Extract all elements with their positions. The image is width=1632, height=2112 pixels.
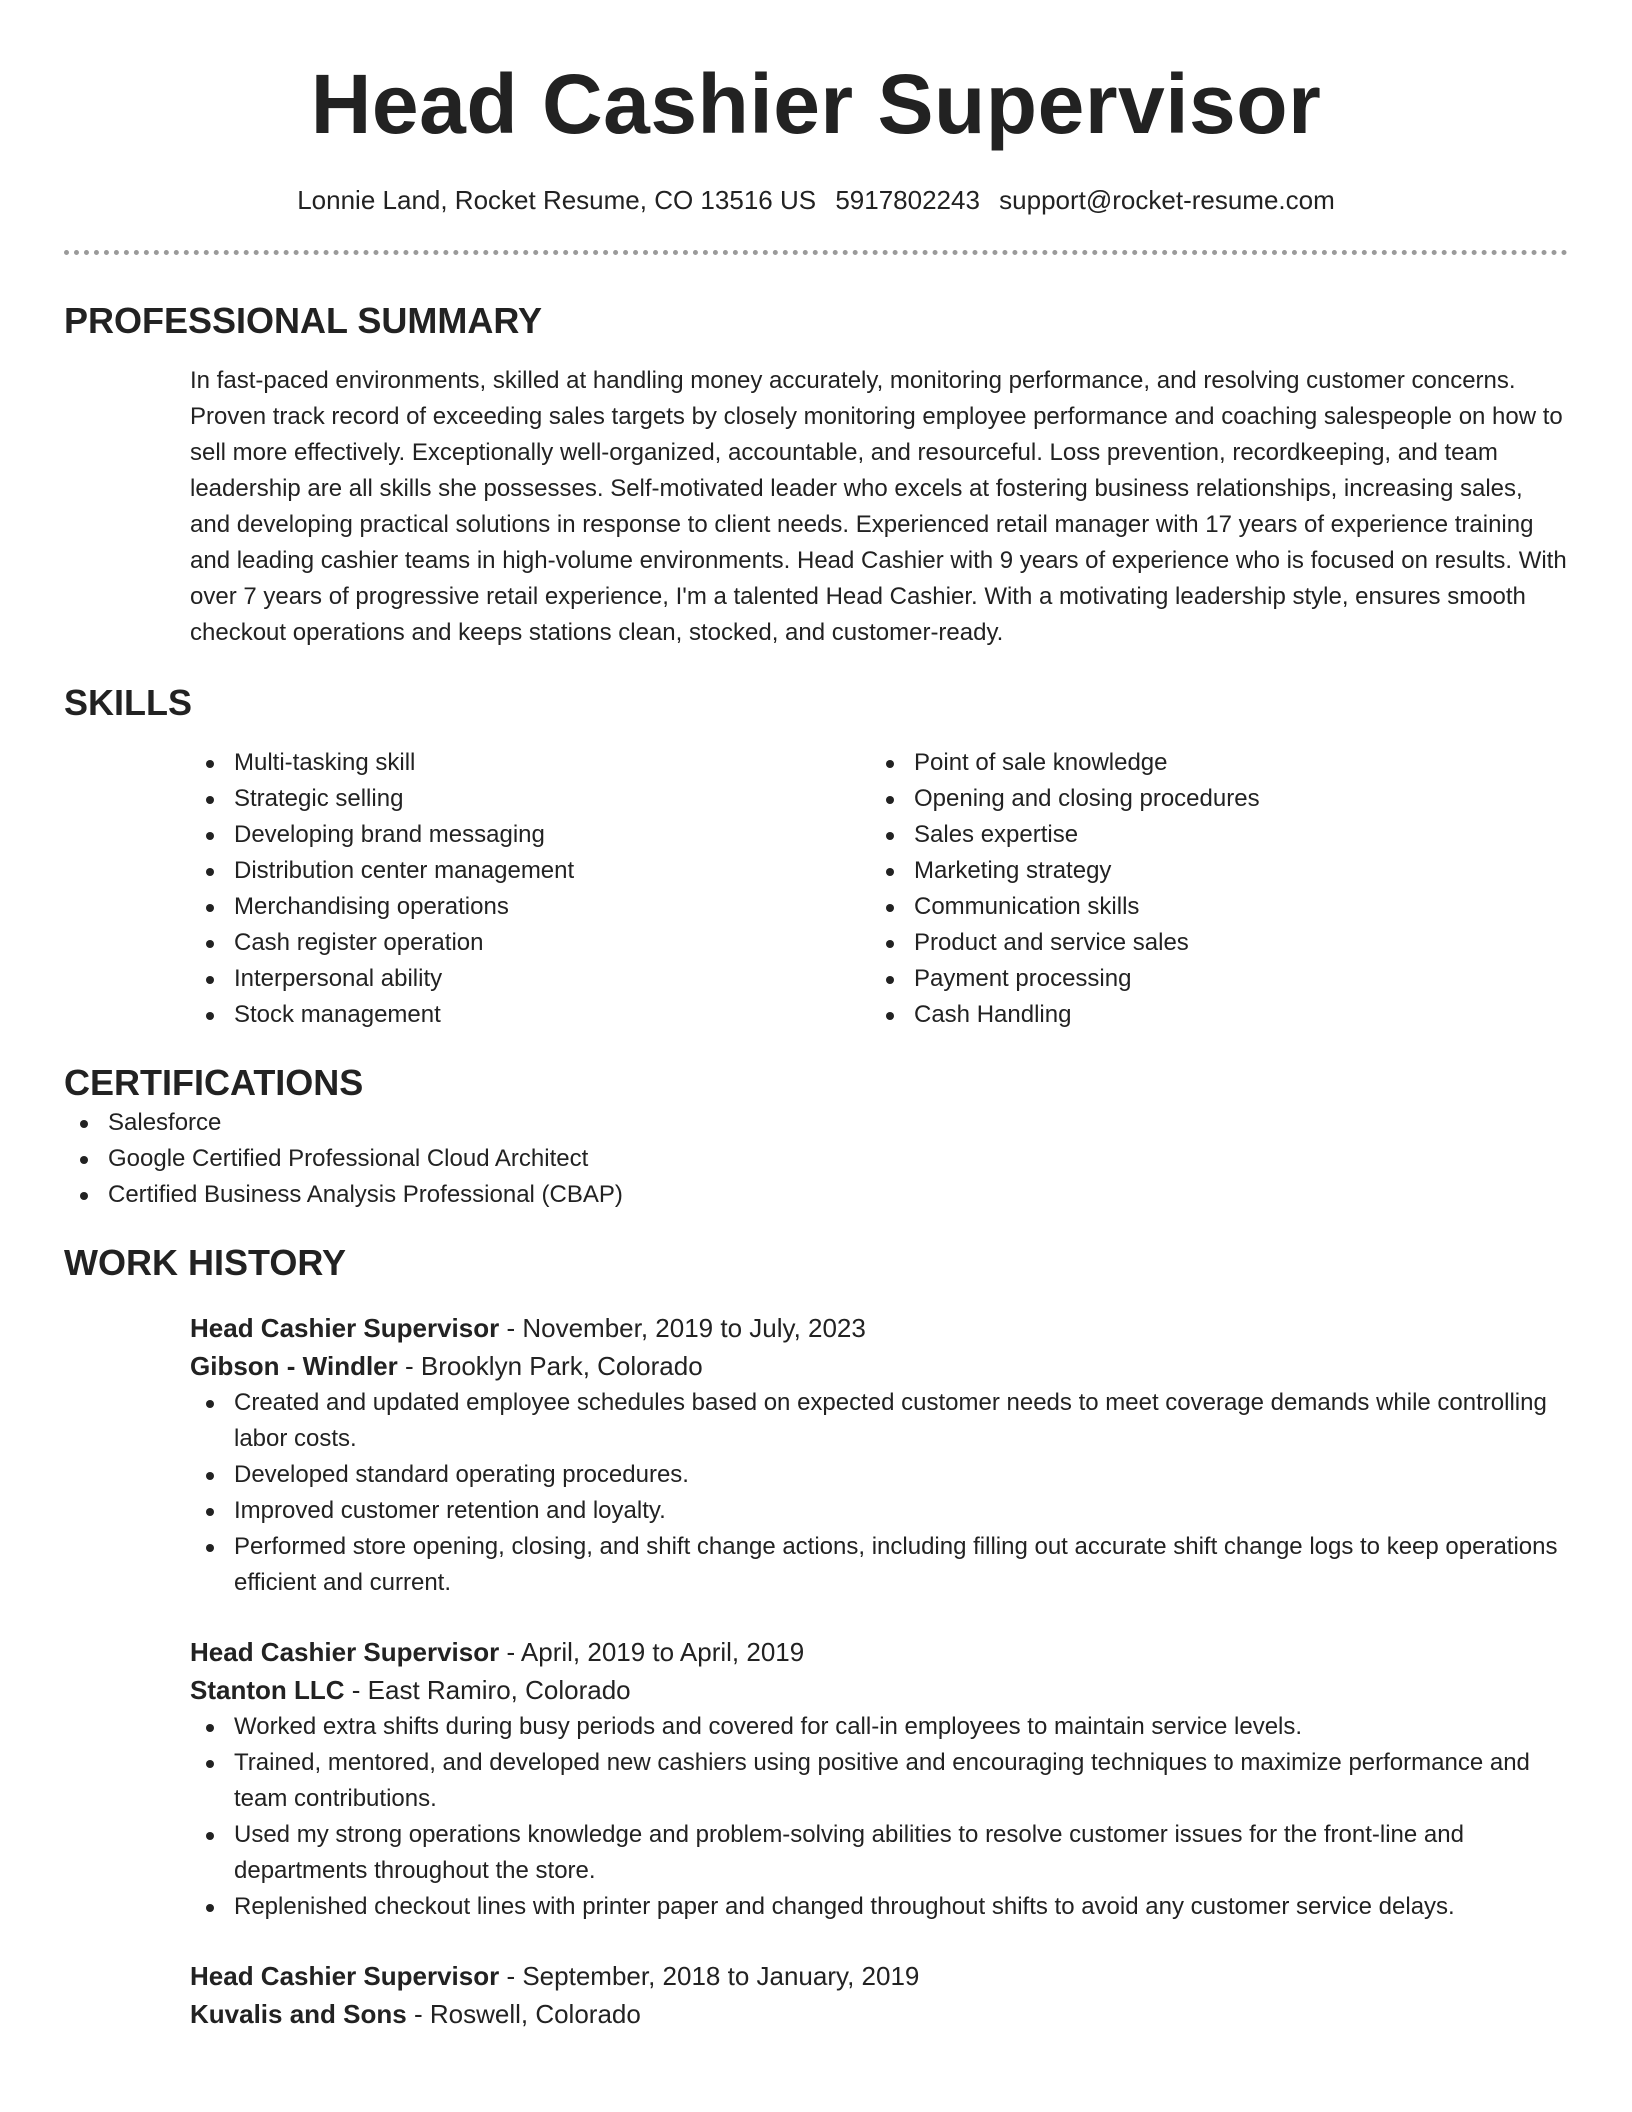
skill-item: Product and service sales: [870, 925, 1550, 961]
job-dates: - September, 2018 to January, 2019: [499, 1961, 920, 1991]
job-title-line: [190, 1633, 1568, 1671]
skill-item: Stock management: [190, 997, 870, 1033]
skill-item: Cash register operation: [190, 925, 870, 961]
certification-item: Certified Business Analysis Professional (CBAP): [64, 1177, 1568, 1213]
certifications-list: [64, 1105, 1568, 1213]
job-bullet: Trained, mentored, and developed new cashiers using positive and encouraging techniques to maximize performance and team contributions.: [190, 1745, 1568, 1817]
resume-header: [64, 0, 1568, 216]
job-role: Head Cashier Supervisor: [190, 1961, 500, 1991]
job-bullet: Improved customer retention and loyalty.: [190, 1493, 1568, 1529]
job-entry: [190, 1633, 1568, 1925]
job-bullet: Worked extra shifts during busy periods and covered for call-in employees to maintain service levels.: [190, 1709, 1568, 1745]
skills-right-column: [870, 745, 1550, 1033]
job-dates: - April, 2019 to April, 2019: [499, 1637, 805, 1667]
job-title-line: [190, 1957, 1568, 1995]
skills-section: [64, 681, 1568, 1033]
job-role: Head Cashier Supervisor: [190, 1637, 500, 1667]
contact-line: [64, 184, 1568, 216]
summary-section: [64, 299, 1568, 651]
contact-address: Lonnie Land, Rocket Resume, CO 13516 US: [297, 185, 817, 215]
job-entry: [190, 1309, 1568, 1601]
skill-item: Interpersonal ability: [190, 961, 870, 997]
skill-item: Strategic selling: [190, 781, 870, 817]
skills-grid: [190, 745, 1568, 1033]
job-company-line: [190, 1995, 1568, 2033]
job-bullet: Created and updated employee schedules based on expected customer needs to meet coverage demands while controlling labor costs.: [190, 1385, 1568, 1457]
skill-item: Payment processing: [870, 961, 1550, 997]
job-title-line: [190, 1309, 1568, 1347]
job-entry: [190, 1957, 1568, 2033]
job-bullets: [190, 1385, 1568, 1601]
skill-item: Point of sale knowledge: [870, 745, 1550, 781]
skills-left-column: [190, 745, 870, 1033]
job-bullet: Performed store opening, closing, and shift change actions, including filling out accurate shift change logs to keep operations efficient and current.: [190, 1529, 1568, 1601]
job-bullet: Developed standard operating procedures.: [190, 1457, 1568, 1493]
skills-heading: SKILLS: [64, 682, 193, 723]
certifications-section: [64, 1061, 1568, 1213]
job-role: Head Cashier Supervisor: [190, 1313, 500, 1343]
work-history-section: [64, 1241, 1568, 2033]
job-company-line: [190, 1671, 1568, 1709]
candidate-title: Head Cashier Supervisor: [310, 57, 1322, 151]
skill-item: Distribution center management: [190, 853, 870, 889]
job-company: Kuvalis and Sons: [190, 1999, 407, 2029]
job-company: Stanton LLC: [190, 1675, 345, 1705]
summary-heading: PROFESSIONAL SUMMARY: [64, 300, 543, 341]
certifications-heading: CERTIFICATIONS: [64, 1062, 364, 1103]
job-location: - East Ramiro, Colorado: [344, 1675, 631, 1705]
skill-item: Communication skills: [870, 889, 1550, 925]
job-bullet: Replenished checkout lines with printer paper and changed throughout shifts to avoid any customer service delays.: [190, 1889, 1568, 1925]
certification-item: Google Certified Professional Cloud Architect: [64, 1141, 1568, 1177]
summary-text: In fast-paced environments, skilled at handling money accurately, monitoring performance, and resolving customer concerns. Proven track record of exceeding sales targets by closely monitoring employee performance and coaching salespeople on how to sell more effectively. Exceptionally well-organized, accountable, and resourceful. Loss prevention, recordkeeping, and team leadership are all skills she possesses. Self-motivated leader who excels at fostering business relationships, increasing sales, and developing practical solutions in response to client needs. Experienced retail manager with 17 years of experience training and leading cashier teams in high-volume environments. Head Cashier with 9 years of experience who is focused on results. With over 7 years of progressive retail experience, I'm a talented Head Cashier. With a motivating leadership style, ensures smooth checkout operations and keeps stations clean, stocked, and customer-ready.: [190, 367, 1567, 646]
skill-item: Developing brand messaging: [190, 817, 870, 853]
contact-email: support@rocket-resume.com: [999, 185, 1335, 215]
skill-item: Opening and closing procedures: [870, 781, 1550, 817]
skill-item: Sales expertise: [870, 817, 1550, 853]
job-location: - Roswell, Colorado: [406, 1999, 641, 2029]
header-divider: [64, 250, 1568, 255]
job-location: - Brooklyn Park, Colorado: [397, 1351, 703, 1381]
skill-item: Multi-tasking skill: [190, 745, 870, 781]
job-company-line: [190, 1347, 1568, 1385]
skill-item: Marketing strategy: [870, 853, 1550, 889]
job-bullet: Used my strong operations knowledge and problem-solving abilities to resolve customer issues for the front-line and departments throughout the store.: [190, 1817, 1568, 1889]
skill-item: Cash Handling: [870, 997, 1550, 1033]
work-history-heading: WORK HISTORY: [64, 1242, 347, 1283]
job-company: Gibson - Windler: [190, 1351, 398, 1381]
certification-item: Salesforce: [64, 1105, 1568, 1141]
job-bullets: [190, 1709, 1568, 1925]
job-dates: - November, 2019 to July, 2023: [499, 1313, 866, 1343]
skill-item: Merchandising operations: [190, 889, 870, 925]
contact-phone: 5917802243: [835, 185, 980, 215]
